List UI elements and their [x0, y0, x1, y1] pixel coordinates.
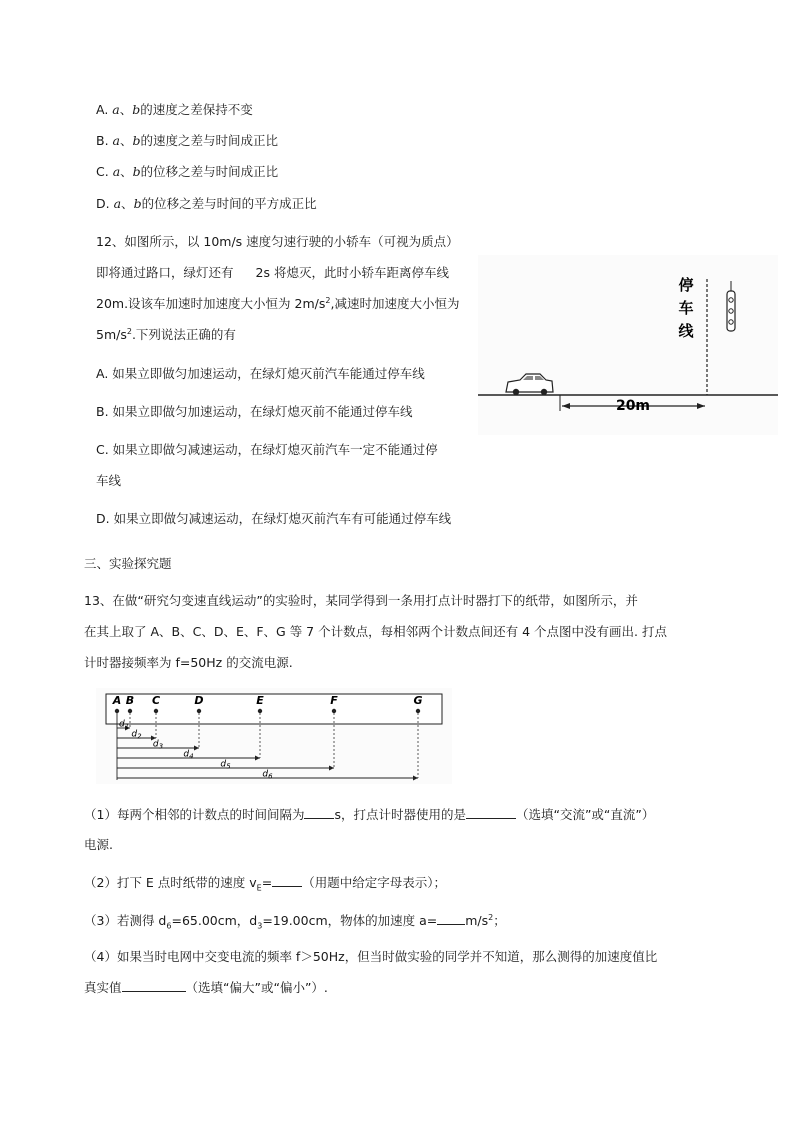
- q11-option-a: A. a、b的速度之差保持不变: [96, 102, 253, 117]
- q12-option-d: D. 如果立即做匀减速运动，在绿灯熄灭前汽车有可能通过停车线: [96, 511, 452, 526]
- answer-blank-comparison[interactable]: [122, 978, 186, 992]
- q13-stem-line3: 计时器接频率为 f=50Hz 的交流电源.: [84, 655, 293, 670]
- answer-blank-velocity[interactable]: [272, 873, 302, 887]
- q12-stem-line2: 即将通过路口，绿灯还有 2s 将熄灭，此时小轿车距离停车线: [96, 265, 449, 280]
- q13-part2: （2）打下 E 点时纸带的速度 $v_E=$ （用题中给定字母表示）；: [84, 875, 446, 893]
- tape-point-label: D: [194, 694, 204, 707]
- tape-point-label: E: [256, 694, 264, 707]
- q12-option-a: A. 如果立即做匀加速运动，在绿灯熄灭前汽车能通过停车线: [96, 366, 425, 381]
- sign-char-1: 停: [678, 276, 694, 294]
- sign-char-3: 线: [678, 322, 694, 340]
- sign-char-2: 车: [678, 299, 694, 317]
- q12-option-b: B. 如果立即做匀加速运动，在绿灯熄灭前不能通过停车线: [96, 404, 413, 419]
- tape-point-dot: [258, 709, 262, 713]
- q13-part1-line2: 电源.: [84, 837, 113, 852]
- q12-option-c-line1: C. 如果立即做匀减速运动，在绿灯熄灭前汽车一定不能通过停: [96, 442, 438, 457]
- q13-part4-line1: （4）如果当时电网中交变电流的频率 f＞50Hz，但当时做实验的同学并不知道，那么测得的加速度值比: [84, 949, 658, 964]
- distance-label: $d_3$: [152, 739, 164, 751]
- q13-part1-line1: （1）每两个相邻的计数点的时间间隔为 s，打点计时器使用的是 （选填“交流”或“直流”）: [84, 807, 655, 822]
- tape-point-label: A: [112, 694, 122, 707]
- distance-label: $d_4$: [183, 749, 194, 761]
- q13-stem-line1: 13、在做“研究匀变速直线运动”的实验时，某同学得到一条用打点计时器打下的纸带，如图所示，并: [84, 593, 638, 608]
- q13-part4-line2: 真实值 （选填“偏大”或“偏小”）.: [84, 980, 328, 995]
- q12-option-c-line2: 车线: [96, 473, 122, 488]
- tape-point-dot: [416, 709, 420, 713]
- q12-stem-line1: 12、如图所示，以 10m/s 速度匀速行驶的小轿车（可视为质点）: [96, 234, 459, 249]
- q11-option-b: B. a、b的速度之差与时间成正比: [96, 133, 279, 148]
- road-figure: [478, 255, 778, 435]
- q11-option-d: D. a、b的位移之差与时间的平方成正比: [96, 196, 317, 211]
- answer-blank-acceleration[interactable]: [437, 911, 465, 925]
- q13-part3: （3）若测得 $d_6=65.00cm$，$d_3=19.00cm$，物体的加速度 $a= m/s^2$；: [84, 912, 506, 931]
- q12-stem-line4: $5m/s^2$.下列说法正确的有: [96, 326, 236, 342]
- q11-option-c: C. a、b的位移之差与时间成正比: [96, 164, 279, 179]
- section-3-title: 三、实验探究题: [84, 556, 172, 571]
- distance-label: $d_6$: [262, 769, 273, 781]
- tape-point-dot: [128, 709, 132, 713]
- tape-point-dot: [154, 709, 158, 713]
- answer-blank-interval[interactable]: [304, 805, 334, 819]
- distance-label: 20m: [615, 398, 651, 414]
- q12-stem-line3: 20m.设该车加速时加速度大小恒为 $2m/s^2$,减速时加速度大小恒为: [96, 295, 460, 311]
- q13-stem-line2: 在其上取了 A、B、C、D、E、F、G 等 7 个计数点，每相邻两个计数点间还有 4 个点图中没有画出. 打点: [84, 624, 667, 639]
- tape-point-dot: [197, 709, 201, 713]
- tape-point-label: G: [413, 694, 423, 707]
- tape-point-dot: [332, 709, 336, 713]
- tape-point-label: C: [151, 694, 161, 707]
- answer-blank-current-type[interactable]: [466, 805, 516, 819]
- tape-point-label: B: [125, 694, 135, 707]
- distance-label: $d_5$: [220, 759, 231, 771]
- paper-tape-figure: [96, 688, 452, 784]
- tape-point-label: F: [330, 694, 338, 707]
- tape-point-dot: [115, 709, 119, 713]
- distance-label: $d_1$: [119, 719, 130, 731]
- distance-label: $d_2$: [131, 729, 142, 741]
